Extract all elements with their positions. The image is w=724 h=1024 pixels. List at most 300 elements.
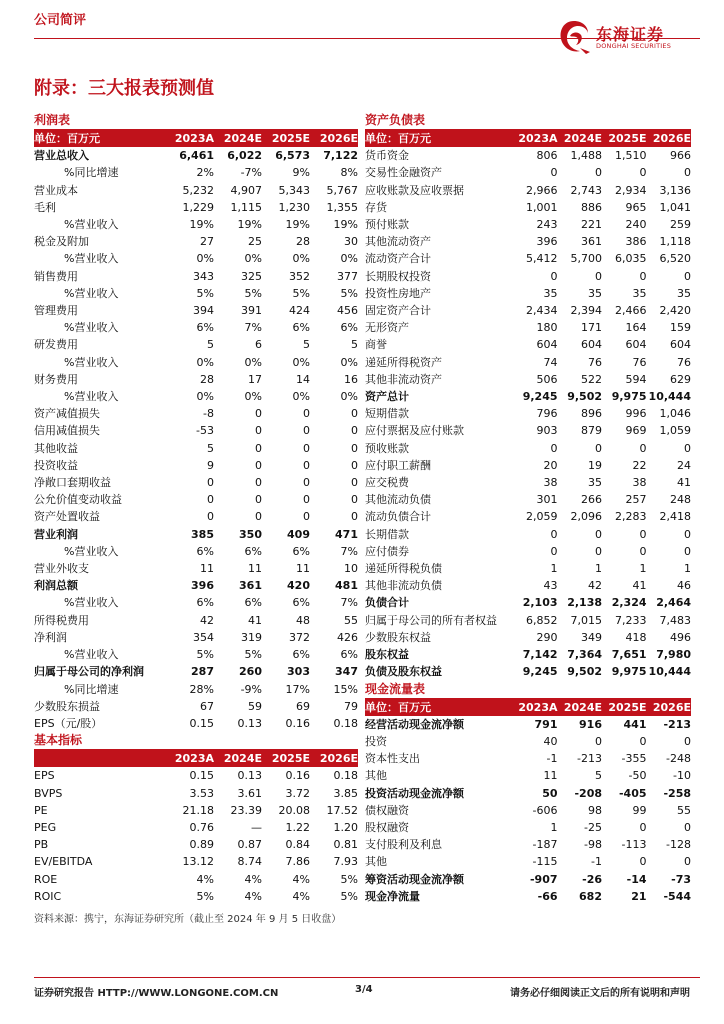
column-header-year: 2023A: [513, 130, 558, 147]
cell-value: 325: [241, 269, 262, 283]
table-row: [34, 440, 358, 457]
cell-value: -258: [663, 786, 691, 800]
row-label: 所得税费用: [34, 613, 89, 627]
cell-value: 1,115: [230, 200, 262, 214]
cell-value: 259: [670, 218, 691, 232]
cell-value: 2,418: [659, 510, 691, 524]
cell-value: 3.72: [285, 786, 310, 800]
cell-value: 6,461: [179, 149, 214, 163]
row-label: 其他收益: [34, 441, 78, 455]
cell-value: 2,464: [656, 596, 691, 610]
cell-value: 55: [677, 803, 691, 817]
cell-value: 0: [255, 510, 262, 524]
cell-value: 2,394: [570, 304, 602, 318]
cell-value: 2,059: [526, 510, 558, 524]
cell-value: -7%: [240, 166, 262, 180]
cell-value: 0: [550, 544, 558, 558]
cell-value: 6,852: [526, 613, 558, 627]
cell-value: -9%: [240, 682, 262, 696]
row-label: 货币资金: [365, 149, 409, 163]
cell-value: 0: [303, 476, 310, 490]
column-header-year: 2024E: [214, 130, 262, 147]
cell-value: 0%: [244, 390, 262, 404]
table-row: [34, 526, 358, 543]
cell-value: 966: [670, 149, 691, 163]
cell-value: 0: [684, 441, 691, 455]
cell-value: 396: [191, 579, 214, 593]
row-label: %同比增速: [64, 682, 119, 696]
cell-value: 0%: [196, 355, 214, 369]
table-row: [365, 354, 691, 371]
row-label: 资产处置收益: [34, 510, 100, 524]
table-row: [365, 233, 691, 250]
cell-value: 7,483: [659, 613, 691, 627]
cell-value: 0: [684, 855, 691, 869]
cell-value: 0: [639, 855, 647, 869]
cell-value: -10: [673, 769, 691, 783]
cell-value: 0.89: [189, 838, 214, 852]
table-row: [365, 422, 691, 439]
row-label: EV/EBITDA: [34, 855, 93, 869]
row-label: %营业收入: [64, 544, 119, 558]
table-row: [365, 147, 691, 164]
table-row: [365, 405, 691, 422]
cell-value: 5: [303, 338, 310, 352]
cell-value: 0%: [196, 390, 214, 404]
table-row: [365, 646, 691, 663]
cell-value: 6,520: [659, 252, 691, 266]
cell-value: -544: [663, 889, 691, 903]
table-row: [34, 491, 358, 508]
row-label: 现金净流量: [365, 889, 420, 903]
cell-value: 243: [536, 218, 558, 232]
cell-value: 0: [303, 510, 310, 524]
cell-value: 7%: [340, 544, 358, 558]
cell-value: 6%: [196, 321, 214, 335]
cell-value: 1,046: [659, 407, 691, 421]
cell-value: 1.22: [285, 820, 310, 834]
cell-value: 0%: [340, 252, 358, 266]
cell-value: 0%: [244, 355, 262, 369]
cell-value: 5,700: [570, 252, 602, 266]
cell-value: 0%: [292, 390, 310, 404]
row-label: 应付职工薪酬: [365, 458, 431, 472]
cell-value: 10: [344, 562, 358, 576]
table-row: [34, 354, 358, 371]
row-label: 资产减值损失: [34, 407, 100, 421]
cell-value: -208: [574, 786, 602, 800]
cell-value: 0: [303, 493, 310, 507]
cell-value: 0: [351, 424, 358, 438]
cell-value: 1: [595, 562, 602, 576]
row-label: 研发费用: [34, 338, 78, 352]
cell-value: 0: [595, 269, 602, 283]
table-row: [365, 526, 691, 543]
row-label: 递延所得税资产: [365, 355, 442, 369]
cell-value: 35: [588, 476, 602, 490]
table-row: [34, 285, 358, 302]
cell-value: 7%: [340, 596, 358, 610]
cell-value: 0%: [292, 355, 310, 369]
cell-value: 604: [536, 338, 558, 352]
row-label: 营业总收入: [34, 149, 89, 163]
cell-value: 361: [581, 235, 602, 249]
cell-value: 15%: [333, 682, 358, 696]
cell-value: 0: [639, 544, 647, 558]
cell-value: 0: [255, 407, 262, 421]
table-row: [34, 577, 358, 594]
cell-value: 377: [337, 269, 358, 283]
column-header-year: 2025E: [262, 130, 310, 147]
cell-value: 171: [581, 321, 602, 335]
cell-value: 11: [248, 562, 262, 576]
table-row: [34, 663, 358, 680]
row-label: 股东权益: [365, 648, 409, 662]
cell-value: 456: [337, 304, 358, 318]
cell-value: 6%: [244, 544, 262, 558]
cell-value: 19%: [285, 218, 310, 232]
column-header-unit: 单位：百万元: [34, 130, 166, 147]
cell-value: 69: [296, 699, 310, 713]
column-header-year: 2026E: [310, 750, 358, 767]
table-row: [365, 491, 691, 508]
cell-value: 303: [287, 665, 310, 679]
cell-value: 23.39: [230, 803, 262, 817]
cell-value: 0: [684, 527, 691, 541]
table-row: [34, 594, 358, 611]
table-row: [34, 388, 358, 405]
cell-value: 2,466: [615, 304, 647, 318]
cell-value: 24: [677, 458, 691, 472]
cell-value: 35: [543, 286, 558, 300]
cell-value: 396: [536, 235, 558, 249]
row-label: 其他非流动负债: [365, 579, 442, 593]
cell-value: 9: [207, 458, 214, 472]
cell-value: -1: [546, 752, 558, 766]
cell-value: 0: [550, 166, 558, 180]
cell-value: 0: [550, 527, 558, 541]
right-column: [365, 112, 691, 905]
cell-value: 879: [581, 424, 602, 438]
cell-value: 0: [595, 166, 602, 180]
table-row: [34, 543, 358, 560]
table-row: [365, 853, 691, 870]
row-label: %营业收入: [64, 648, 119, 662]
table-row: [34, 182, 358, 199]
cell-value: 481: [335, 579, 358, 593]
table-row: [365, 750, 691, 767]
cell-value: 38: [543, 476, 558, 490]
cash-flow-title: 现金流量表: [365, 681, 691, 699]
table-row: [365, 336, 691, 353]
cell-value: 27: [200, 235, 214, 249]
cell-value: 99: [632, 803, 647, 817]
cell-value: 3,136: [659, 183, 691, 197]
cell-value: 48: [296, 613, 310, 627]
cell-value: 3.85: [333, 786, 358, 800]
cell-value: 0: [684, 269, 691, 283]
cell-value: 2,966: [526, 183, 558, 197]
table-row: [365, 594, 691, 611]
page-number: 3/4: [355, 984, 373, 995]
cell-value: 7,122: [323, 149, 358, 163]
row-label: 递延所得税负债: [365, 562, 442, 576]
row-label: 少数股东损益: [34, 699, 100, 713]
cell-value: 0: [684, 734, 691, 748]
row-label: ROE: [34, 872, 58, 886]
cell-value: 0: [639, 441, 647, 455]
row-label: 经营活动现金流净额: [365, 717, 464, 731]
cell-value: 19%: [237, 218, 262, 232]
row-label: ROIC: [34, 889, 62, 903]
cell-value: -73: [671, 872, 691, 886]
cell-value: 248: [670, 493, 691, 507]
table-row: [34, 457, 358, 474]
cell-value: 20: [543, 458, 558, 472]
row-label: 归属于母公司的所有者权益: [365, 613, 497, 627]
row-label: 毛利: [34, 200, 56, 214]
cell-value: 7,980: [656, 648, 691, 662]
cell-value: 21.18: [182, 803, 214, 817]
table-row: [365, 268, 691, 285]
cell-value: -355: [621, 752, 647, 766]
cell-value: 0: [639, 734, 647, 748]
table-row: [365, 440, 691, 457]
cell-value: 5%: [244, 648, 262, 662]
cell-value: -128: [666, 838, 691, 852]
cell-value: 350: [239, 527, 262, 541]
cell-value: 0: [303, 407, 310, 421]
row-label: 销售费用: [34, 269, 78, 283]
cell-value: 1: [550, 820, 558, 834]
row-label: 利润总额: [34, 579, 78, 593]
cell-value: 2,934: [615, 183, 647, 197]
cell-value: 0: [684, 544, 691, 558]
income-statement-title: 利润表: [34, 112, 358, 130]
row-label: 交易性金融资产: [365, 166, 442, 180]
row-label: BVPS: [34, 786, 63, 800]
cell-value: 441: [623, 717, 647, 731]
cell-value: 2,743: [570, 183, 602, 197]
table-row: [34, 336, 358, 353]
cell-value: 35: [588, 286, 602, 300]
cell-value: 0%: [292, 252, 310, 266]
table-row: [34, 802, 358, 819]
cell-value: 260: [239, 665, 262, 679]
cell-value: 0: [255, 493, 262, 507]
cell-value: 0.16: [285, 716, 310, 730]
cell-value: 17.52: [326, 803, 358, 817]
cell-value: 74: [543, 355, 558, 369]
cell-value: 6,035: [615, 252, 647, 266]
cell-value: 4%: [292, 872, 310, 886]
cell-value: 629: [670, 372, 691, 386]
cell-value: 1,230: [278, 200, 310, 214]
table-row: [365, 216, 691, 233]
table-row: [34, 612, 358, 629]
table-row: [34, 371, 358, 388]
cell-value: 7.86: [285, 855, 310, 869]
cell-value: 0: [595, 544, 602, 558]
table-row: [365, 577, 691, 594]
column-header-year: 2024E: [558, 130, 603, 147]
cell-value: 0.87: [237, 838, 262, 852]
cell-value: 59: [248, 699, 262, 713]
column-header-unit: 单位：百万元: [365, 130, 513, 147]
cell-value: 1,001: [526, 200, 558, 214]
row-label: PB: [34, 838, 49, 852]
cell-value: 221: [581, 218, 602, 232]
cell-value: 55: [344, 613, 358, 627]
row-label: 资产总计: [365, 390, 409, 404]
cell-value: 0: [351, 510, 358, 524]
cell-value: 0.18: [333, 716, 358, 730]
cell-value: 180: [536, 321, 558, 335]
cell-value: 6%: [292, 544, 310, 558]
cell-value: 522: [581, 372, 602, 386]
cell-value: 9%: [292, 166, 310, 180]
cell-value: -53: [196, 424, 214, 438]
row-label: 商誉: [365, 338, 387, 352]
cell-value: -26: [582, 872, 602, 886]
cell-value: 7,233: [615, 613, 647, 627]
table-row: [365, 612, 691, 629]
cell-value: 996: [625, 407, 647, 421]
cell-value: 1,041: [659, 200, 691, 214]
cell-value: 2,138: [567, 596, 602, 610]
cell-value: 0%: [340, 355, 358, 369]
column-header-year: 2026E: [310, 130, 358, 147]
cell-value: 409: [287, 527, 310, 541]
table-row: [365, 560, 691, 577]
cell-value: 604: [625, 338, 647, 352]
cell-value: 5: [207, 441, 214, 455]
row-label: %同比增速: [64, 166, 119, 180]
basic-metrics-table: [34, 750, 358, 905]
row-label: 财务费用: [34, 372, 78, 386]
table-row: [34, 319, 358, 336]
row-label: 其他流动资产: [365, 235, 431, 249]
table-row: [34, 302, 358, 319]
cell-value: -50: [628, 769, 647, 783]
footer-disclaimer: 请务必仔细阅读正文后的所有说明和声明: [510, 988, 690, 999]
cell-value: -14: [626, 872, 647, 886]
cell-value: 903: [536, 424, 558, 438]
table-row: [365, 388, 691, 405]
cell-value: 0: [351, 476, 358, 490]
table-row: [34, 560, 358, 577]
cell-value: 5,767: [326, 183, 358, 197]
table-row: [34, 853, 358, 870]
table-row: [34, 819, 358, 836]
column-header-year: 2024E: [558, 699, 603, 716]
cell-value: 19%: [333, 218, 358, 232]
cell-value: -907: [529, 872, 558, 886]
table-row: [365, 819, 691, 836]
table-row: [34, 715, 358, 732]
data-source-note: 资料来源：携宁，东海证券研究所（截止至 2024 年 9 月 5 日收盘）: [34, 914, 342, 925]
cell-value: 0: [639, 820, 647, 834]
cell-value: 969: [625, 424, 647, 438]
balance-sheet-title: 资产负债表: [365, 112, 691, 130]
cell-value: 1,229: [182, 200, 214, 214]
table-row: [34, 268, 358, 285]
row-label: 长期借款: [365, 527, 409, 541]
cell-value: 796: [536, 407, 558, 421]
cell-value: 17: [248, 372, 262, 386]
cell-value: 0%: [244, 252, 262, 266]
table-row: [365, 663, 691, 680]
cell-value: 5%: [340, 889, 358, 903]
cell-value: 9,502: [567, 390, 602, 404]
row-label: 税金及附加: [34, 235, 89, 249]
cell-value: -8: [203, 407, 214, 421]
cell-value: 5,343: [278, 183, 310, 197]
table-row: [34, 681, 358, 698]
cell-value: 266: [581, 493, 602, 507]
cell-value: 22: [632, 458, 647, 472]
cell-value: 7,651: [611, 648, 647, 662]
cell-value: 5%: [196, 648, 214, 662]
cell-value: 6,022: [227, 149, 262, 163]
cell-value: 391: [241, 304, 262, 318]
row-label: 投资: [365, 734, 387, 748]
row-label: %营业收入: [64, 218, 119, 232]
cell-value: 0.13: [237, 716, 262, 730]
cell-value: 6%: [340, 321, 358, 335]
cell-value: 1: [639, 562, 647, 576]
cell-value: -1: [591, 855, 602, 869]
table-row: [34, 646, 358, 663]
row-label: 其他: [365, 855, 387, 869]
row-label: %营业收入: [64, 390, 119, 404]
table-row: [365, 319, 691, 336]
cell-value: 0: [550, 441, 558, 455]
cell-value: 9,975: [611, 390, 647, 404]
cell-value: 394: [193, 304, 214, 318]
cell-value: 2,324: [611, 596, 647, 610]
cell-value: 0: [684, 166, 691, 180]
cell-value: 0.18: [333, 769, 358, 783]
basic-metrics-title: 基本指标: [34, 732, 358, 750]
cell-value: 0%: [196, 252, 214, 266]
cell-value: 418: [625, 630, 647, 644]
table-row: [365, 543, 691, 560]
cell-value: 42: [588, 579, 602, 593]
cell-value: 7.93: [333, 855, 358, 869]
row-label: 债权融资: [365, 803, 409, 817]
cell-value: 8.74: [237, 855, 262, 869]
table-row: [365, 836, 691, 853]
cell-value: 0: [255, 441, 262, 455]
row-label: 少数股东权益: [365, 630, 431, 644]
table-row: [365, 767, 691, 784]
row-label: 营业外收支: [34, 562, 89, 576]
table-row: [365, 199, 691, 216]
cell-value: -405: [618, 786, 647, 800]
row-label: PE: [34, 803, 48, 817]
cell-value: -213: [577, 752, 602, 766]
cell-value: 76: [632, 355, 647, 369]
row-label: 预付账款: [365, 218, 409, 232]
cell-value: 424: [289, 304, 310, 318]
table-row: [34, 474, 358, 491]
row-label: 应付票据及应付账款: [365, 424, 464, 438]
cell-value: 240: [625, 218, 647, 232]
table-row: [365, 164, 691, 181]
cell-value: 347: [335, 665, 358, 679]
cell-value: 20.08: [278, 803, 310, 817]
